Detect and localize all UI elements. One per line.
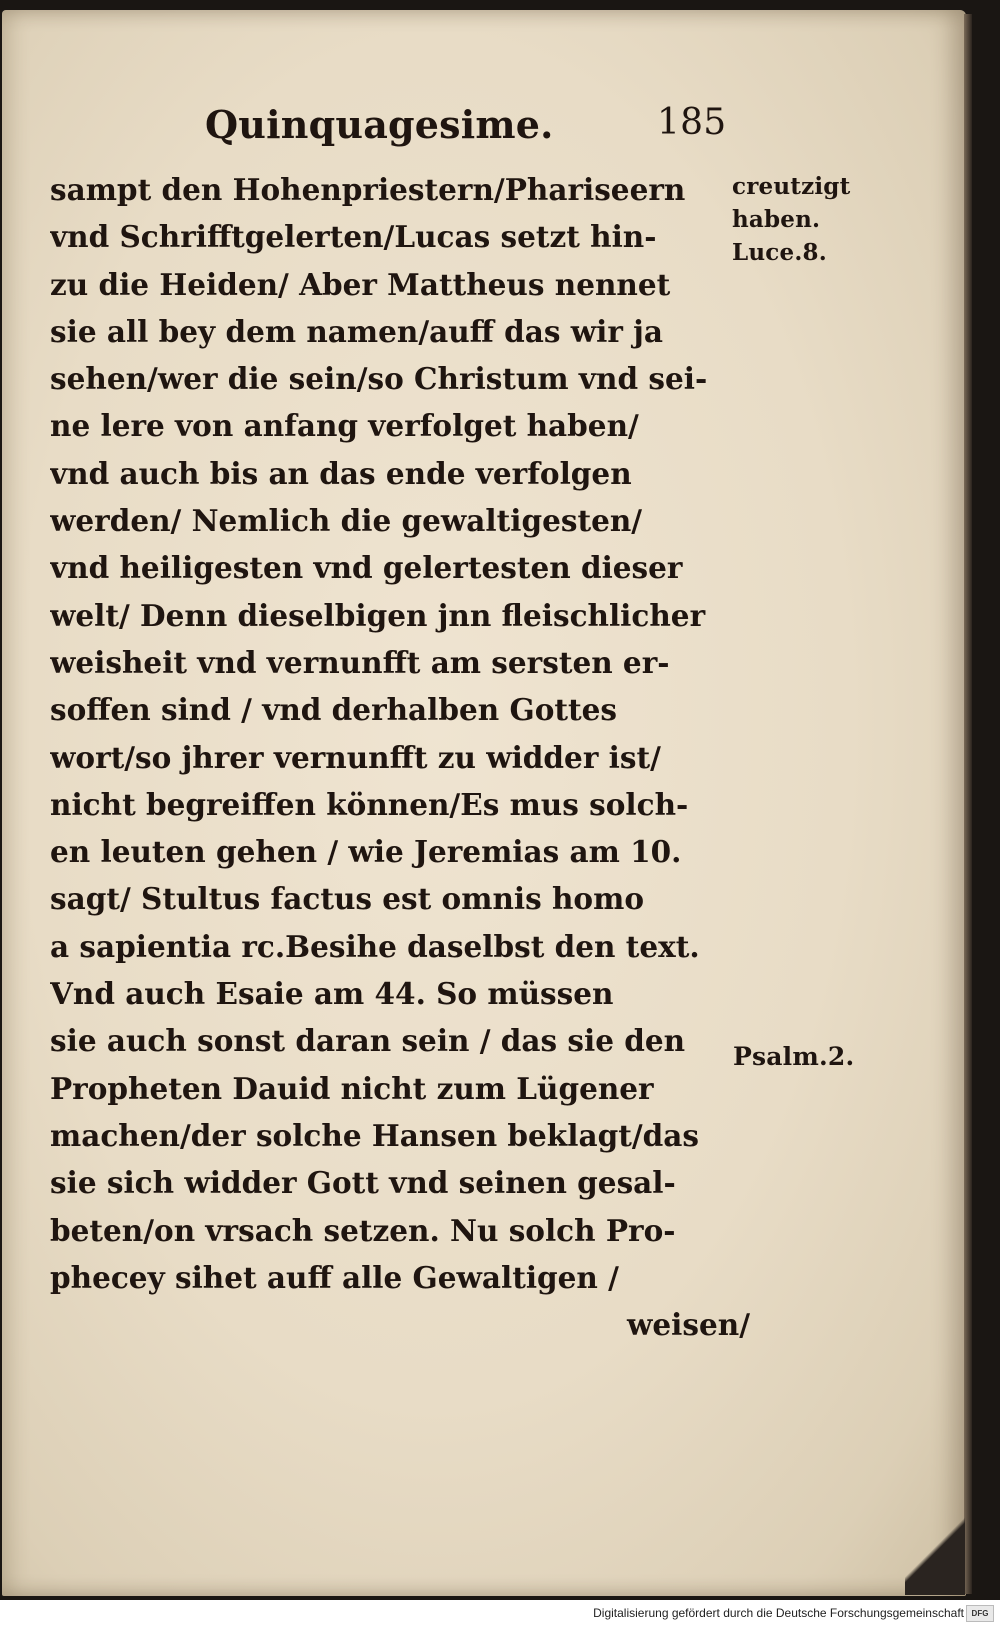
text-line: sagt/ Stultus factus est omnis homo [50,881,644,917]
body-text-block [50,166,750,1348]
text-line: wort/so jhrer vernunfft zu widder ist/ [50,739,661,775]
margin-note-psalm: Psalm.2. [733,1042,855,1071]
running-head: Quinquagesime. [205,102,554,147]
page-corner [905,1505,965,1595]
margin-note-creutzigt [732,170,850,269]
text-line: a sapientia rc.Besihe daselbst den text. [50,928,700,964]
text-line: sehen/wer die sein/so Christum vnd sei- [50,361,708,397]
text-line: nicht begreiffen können/Es mus solch- [50,786,689,822]
margin-note-line: Luce.8. [732,239,827,266]
text-line: soffen sind / vnd derhalben Gottes [50,692,617,728]
text-line: en leuten gehen / wie Jeremias am 10. [50,834,682,870]
text-line: Vnd auch Esaie am 44. So müssen [50,976,614,1012]
margin-note-line: haben. [732,206,821,233]
text-line: ne lere von anfang verfolget haben/ [50,408,639,444]
footer-credit: Digitalisierung gefördert durch die Deutsche Forschungsgemeinschaft [593,1606,964,1620]
text-line: weisheit vnd vernunfft am sersten er- [50,644,670,680]
text-line: phecey sihet auff alle Gewaltigen / [50,1259,619,1295]
text-line: machen/der solche Hansen beklagt/das [50,1117,699,1153]
page-edge [964,14,972,1594]
text-line: sie sich widder Gott vnd seinen gesal- [50,1165,676,1201]
margin-note-line: creutzigt [732,173,851,200]
dfg-logo: DFG [966,1605,994,1622]
catchword-line: weisen/ [627,1307,750,1343]
text-line: Propheten Dauid nicht zum Lügener [50,1070,654,1106]
text-line: sie auch sonst daran sein / das sie den [50,1023,686,1059]
text-line: welt/ Denn dieselbigen jnn fleischlicher [50,597,706,633]
text-line: vnd heiligesten vnd gelertesten dieser [50,550,683,586]
text-line: vnd auch bis an das ende verfolgen [50,455,632,491]
text-line: beten/on vrsach setzen. Nu solch Pro- [50,1212,676,1248]
text-line: zu die Heiden/ Aber Mattheus nennet [50,266,671,302]
text-line: sampt den Hohenpriestern/Phariseern [50,172,686,207]
text-line: sie all bey dem namen/auff das wir ja [50,313,663,349]
text-line: werden/ Nemlich die gewaltigesten/ [50,503,643,539]
text-line: vnd Schrifftgelerten/Lucas setzt hin- [50,219,657,255]
page-number: 185 [657,102,727,143]
